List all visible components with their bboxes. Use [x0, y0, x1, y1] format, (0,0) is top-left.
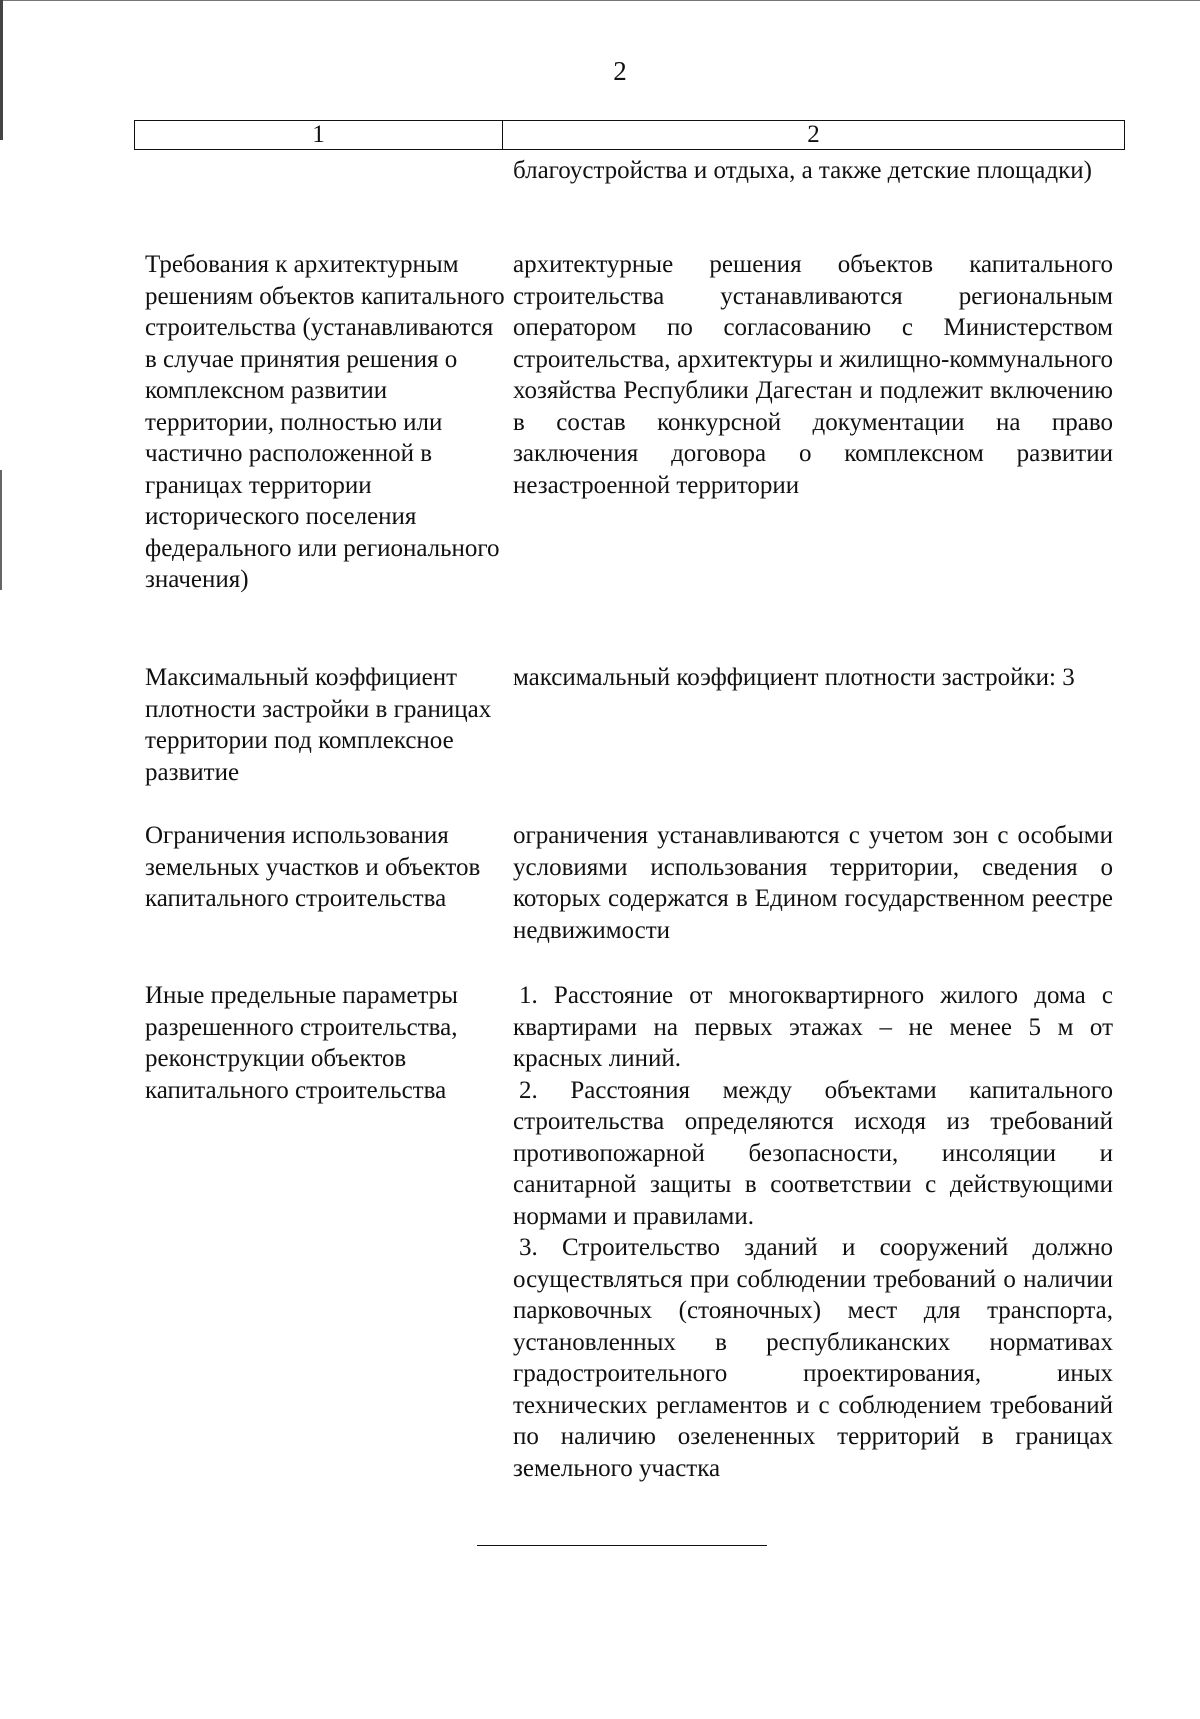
row-label: Максимальный коэффициент плотности застройки в границах территории под комплексное развитие: [145, 664, 492, 786]
row-value: ограничения устанавливаются с учетом зон с особыми условиями использования территории, сведения о которых содержатся в Едином государственном реестре недвижимости: [513, 822, 1113, 944]
continuation-value: благоустройства и отдыха, а также детские площадки): [513, 157, 1092, 184]
header-col-1: 1: [135, 121, 503, 150]
row-value: максимальный коэффициент плотности застройки: 3: [513, 664, 1075, 691]
header-col-2: 2: [503, 121, 1125, 150]
row-label: Иные предельные параметры разрешенного строительства, реконструкции объектов капитального строительства: [145, 982, 458, 1104]
list-item: 1. Расстояние от многоквартирного жилого дома с квартирами на первых этажах – не менее 5 м от красных линий.: [513, 982, 1113, 1072]
row-label: Требования к архитектурным решениям объектов капитального строительства (устанавливаются в случае принятия решения о комплексном развитии территории, полностью или частично расположенной в границах территории исторического поселения федерального или регионального значения): [145, 251, 505, 593]
page-number: 2: [613, 56, 627, 86]
closing-rule: [477, 1545, 767, 1546]
row-value: архитектурные решения объектов капитального строительства устанавливаются региональным оператором по согласованию с Министерством строительства, архитектуры и жилищно-коммунального хозяйства Республики Дагестан и подлежит включению в состав конкурсной документации на право заключения договора о комплексном развитии незастроенной территории: [513, 251, 1113, 499]
row-value-list: [513, 980, 1113, 1484]
row-label: Ограничения использования земельных участков и объектов капитального строительства: [145, 822, 481, 912]
scan-edge-left-lower: [0, 470, 2, 590]
table-header: [134, 120, 1125, 150]
scan-edge-top: [0, 0, 1200, 5]
list-item: 3. Строительство зданий и сооружений должно осуществляться при соблюдении требований о наличии парковочных (стояночных) мест для транспорта, установленных в республиканских нормативах градостроительного проектирования, иных технических регламентов и с соблюдением требований по наличию озелененных территорий в границах земельного участка: [513, 1234, 1113, 1482]
list-item: 2. Расстояния между объектами капитального строительства определяются исходя из требований противопожарной безопасности, инсоляции и санитарной защиты в соответствии с действующими нормами и правилами.: [513, 1076, 1113, 1230]
